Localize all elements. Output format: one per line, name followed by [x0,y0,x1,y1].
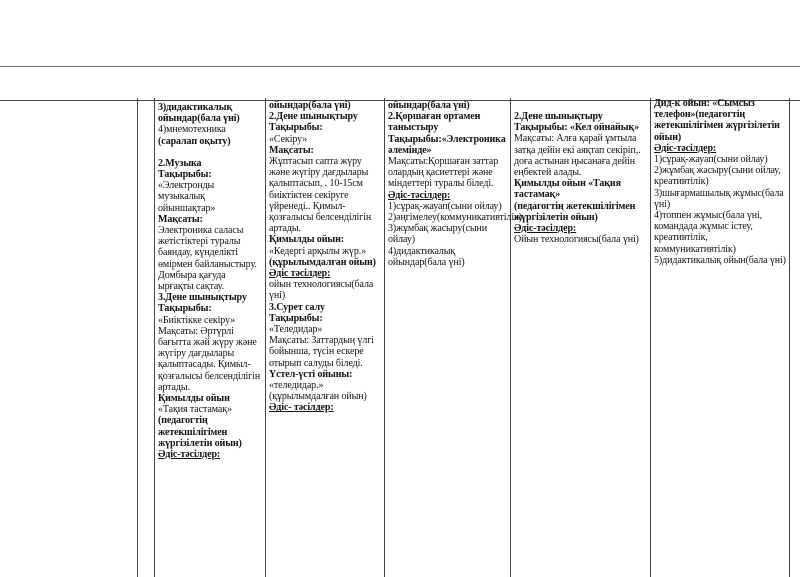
spacer [158,147,262,158]
cell-text-line: 2.Музыка [158,157,202,169]
cell-text-line: (құрылымдалған ойын) [269,256,376,268]
cell-text-line: Мақсаты: Әртүрлі бағытта жәй жүру және жүгіру дағдылары қалыптасады. Қимыл-қозғалысы белсенділігін артады. [158,325,261,393]
cell-text-line: «Секіру» [269,133,308,145]
cell-text-line: 3)жұмбақ жасыру(сыни ойлау) [388,223,488,246]
cell-text-line: Дид-к ойын: «Сымсыз телефон»(педагогтің жетекшілігімен жүргізілетін ойын) [654,98,780,143]
cell-text-line: Мақсаты: [269,144,314,156]
cell-text-line: Жұптасып сапта жүру және жүгіру дағдылары қалыптасып, . 10-15см биіктіктен секіруге үйренеді.. Қимыл-қозғалысы белсенділігін артады. [269,156,372,235]
cell-text-line: Мақсаты: Заттардың үлгі бойынша, түсін ескере отырып салуды біледі. [269,335,374,369]
cell-text-line: Әдіс тәсілдер: [269,268,331,280]
cell-text-line: 4)топпен жұмыс(бала үні, командада жұмыс істеу, креативтілік, коммуникативтілік) [654,210,763,255]
spacer [514,100,647,111]
cell-text-line: 3.Сурет салу [269,301,325,313]
cell-text-line: 2.Дене шынықтыру [269,111,358,123]
cell-text-line: «Тақия тастамақ» [158,404,232,416]
cell-text-line: «Биіктікке секіру» [158,314,236,326]
cell-text-line: «теледидар.» [269,380,324,392]
cell-text-line: (педагогтің жетекшілігімен жүргізілетін ойын) [158,415,242,449]
cell-text-line: Тақырыбы:«Электроника әлемінде» [388,133,506,156]
page-top-border [0,0,800,67]
cell-text-line: «Теледидар» [269,324,323,336]
cell-text-line: (саралап оқыту) [158,135,231,147]
column-4-cell [514,100,647,245]
cell-text-line: Мақсаты: Алға қарай ұмтыла затқа дейін екі аяқтап секіріп,. [514,133,641,156]
cell-text-line: Қимылды ойын: [269,234,344,246]
cell-text-line: Қимылды ойын [158,393,230,405]
cell-text-line: «Электронды музыкалық ойыншақтар» [158,180,216,214]
cell-text-line: 3.Дене шынықтыру [158,292,247,304]
cell-text-line: 1)сұрақ-жауап(сыни ойлау) [388,200,502,212]
column-divider [650,98,651,577]
cell-text-line: Мақсаты:Қоршаған заттар олардың қасиеттері және міндеттері туралы біледі. [388,156,499,190]
cell-text-line: 2)жұмбақ жасыру(сыни ойлау, креативтілік) [654,165,781,188]
cell-text-line: ойындар(бала үні) [269,100,351,111]
column-1-cell [158,102,262,460]
cell-text-line: (құрылымдалған ойын) [269,391,367,403]
cell-text-line: Әдіс-тәсілдер: [654,142,717,154]
cell-text-line: Тақырыбы: [158,169,212,181]
cell-text-line: Әдіс- тәсілдер: [269,402,334,414]
cell-text-line: Мақсаты: [158,213,203,225]
cell-text-line: Үстел-үсті ойыны: [269,368,353,380]
cell-text-line: 4)дидактикалық ойындар(бала үні) [388,245,465,268]
column-divider [265,98,266,577]
cell-text-line: 2.Дене шынықтыру [514,111,603,122]
cell-text-line: Әдіс-тәсілдер: [158,449,221,461]
cell-text-line: «Кедергі арқылы жүр.» [269,245,367,257]
cell-text-line: Тақырыбы: [269,122,323,134]
column-5-cell [654,98,787,266]
cell-text-line: Әдіс-тәсілдер: [388,189,451,201]
cell-text-line: доға астынан ңысанаға дейін еңбектей алады. [514,155,635,179]
column-3-cell [388,100,522,268]
cell-text-line: 5)дидактикалық ойын(бала үні) [654,254,786,266]
cell-text-line: Тақырыбы: [269,312,323,324]
cell-text-line: Ойын технологиясы(бала үні) [514,234,639,246]
cell-text-line: 3)шығармашылық жұмыс(бала үні) [654,187,784,210]
cell-text-line: Әдіс-тәсілдер: [514,223,577,235]
cell-text-line: 1)сұрақ-жауап(сыни ойлау) [654,154,768,166]
column-divider [137,98,138,577]
schedule-table [0,98,800,577]
column-divider [384,98,385,577]
column-2-cell [269,100,381,414]
cell-text-line: (педагогтің жетекшілігімен жүргізілетін ойын) [514,200,636,223]
cell-text-line: ойын технологиясы(бала үні) [269,279,374,302]
cell-text-line: Қимылды ойын «Тақия тастамақ» [514,178,621,201]
cell-text-line: ойындар(бала үні) [388,100,470,111]
column-divider [789,98,790,577]
column-divider [154,98,155,577]
cell-text-line: Электроника саласы жетістіктері туралы баяндау, күнделікті өмірмен байланыстыру. Домбыра қағуда ырғақты сақтау. [158,225,257,293]
cell-text-line: 2)әңгімелеу(коммуникативтілік) [388,212,522,224]
cell-text-line: 2.Қоршаған ортамен таныстыру [388,111,481,134]
cell-text-line: Тақырыбы: [158,303,212,315]
cell-text-line: Тақырыбы: «Кел ойнайық» [514,122,639,134]
column-divider [510,98,511,577]
cell-text-line: 4)мнемотехника [158,124,226,136]
cell-text-line: 3)дидактикалық ойындар(бала үні) [158,102,240,125]
